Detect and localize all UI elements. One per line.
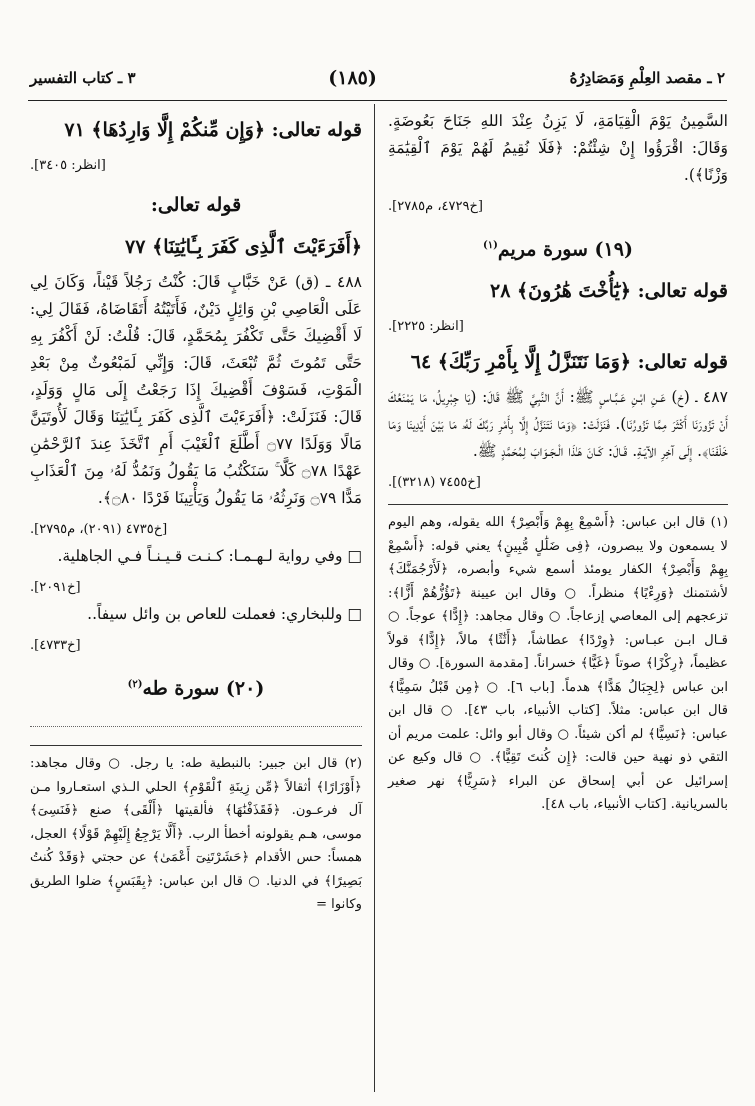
verse-heading-ayah: ﴿أَفَرَءَيْتَ ٱلَّذِى كَفَرَ بِـَٔايَٰتِنَا﴾ ٧٧: [125, 236, 362, 258]
hadith-488: ٤٨٨ ـ (ق) عَنْ خَبَّابٍ قَالَ: كُنْتُ رَجُلاً قَيْناً، وَكَانَ لِي عَلَى الْعَاصِي بْنِ وَائِلٍ دَيْنٌ، فَأَتَيْتُهُ أَتَقَاضَاهُ، فَقَالَ لِي: لَا أَقْضِيكَ حَتَّى تَكْفُرَ بِمُحَمَّدٍ، قَالَ: قُلْتُ: لَنْ أَكْفُرَ بِهِ حَتَّى تَمُوتَ ثُمَّ تُبْعَثَ، قَالَ: وَإِنِّي لَمَبْعُوثٌ مِنْ بَعْدِ الْمَوْتِ، فَسَوْفَ أَقْضِيكَ إِذَا رَجَعْتُ إِلَى مَالٍ وَوَلَدٍ، قَالَ: فَنَزَلَتْ: ﴿أَفَرَءَيْتَ ٱلَّذِى كَفَرَ بِـَٔايَٰتِنَا وَقَالَ لَأُوتَيَنَّ مَالًا وَوَلَدًا ۝٧٧ أَطَّلَعَ ٱلْغَيْبَ أَمِ ٱتَّخَذَ عِندَ ٱلرَّحْمَٰنِ عَهْدًا ۝٧٨ كَلَّا ۚ سَنَكْتُبُ مَا يَقُولُ وَنَمُدُّ لَهُۥ مِنَ ٱلْعَذَابِ مَدًّا ۝٧٩ وَنَرِثُهُۥ مَا يَقُولُ وَيَأْتِينَا فَرْدًا ۝٨٠﴾.: [30, 273, 362, 507]
narration-variant: □ وللبخاري: فعملت للعاص بن وائل سيفاً..: [87, 605, 362, 623]
verse-heading: قوله تعالى: ﴿وَإِن مِّنكُمْ إِلَّا وَارِدُهَا﴾ ٧١: [64, 119, 362, 141]
page-header: [30, 60, 725, 96]
right-column: [388, 108, 728, 817]
verse-heading: قوله تعالى: ﴿وَمَا نَتَنَزَّلُ إِلَّا بِأَمْرِ رَبِّكَ﴾ ٦٤: [410, 351, 728, 374]
hadith-487: ٤٨٧ ـ (خ) عَـنِ ابْـنِ عَـبَّـاسٍ ﷺ: أَنَّ النَّبِيَّ ﷺ قَالَ: (يَا جِبْرِيلُ، مَا يَمْنَعُكَ أَنْ تَزُورَنَا أَكْثَرَ مِمَّا تَزُورُنَا). فَنَزَلَتْ: ﴿وَمَا نَتَنَزَّلُ إِلَّا بِأَمْرِ رَبِّكَ لَهُۥ مَا بَيْنَ أَيْدِينَا وَمَا خَلْفَنَا﴾. إِلَى آخِرِ الآيَـةِ. قَـالَ: كَـانَ هَـٰذَا الْـجَـوَابَ لِمُحَمَّدٍ ﷺ.: [388, 388, 728, 461]
page-number: (١٨٥): [328, 67, 377, 89]
header-section-title: ٢ ـ مقصد العِلْمِ وَمَصَادِرُهُ: [569, 69, 725, 87]
left-column: [30, 108, 362, 917]
footnote-marker: (١): [483, 240, 498, 251]
verse-heading-title: قوله تعالى:: [150, 194, 242, 216]
header-rule: [28, 100, 727, 101]
footnote-1: (١) قال ابن عباس: ﴿أَسْمِعْ بِهِمْ وَأَبْصِرْ﴾ الله يقوله، وهم اليوم لا يسمعون ولا يبصرون، ﴿فِى ضَلَٰلٍ مُّبِينٍ﴾ يعني قوله: ﴿أَسْمِعْ بِهِمْ وَأَبْصِرْ﴾ الكفار يومئذ أسمع شيء وأبصره، ﴿لَأَرْجُمَنَّكَ﴾ لأشتمنك ﴿وَرِءْيًا﴾ منظراً. ○ وقال ابن عيينة ﴿تَؤُزُّهُمْ أَزًّا﴾: تزعجهم إلى المعاصي إزعاجاً. ○ وقال مجاهد: ﴿إِدًّا﴾ عوجاً. ○ قـال ابـن عبـاس: ﴿وِرْدًا﴾ عطاشاً، ﴿أَثَٰثًا﴾ مالاً، ﴿إِدًّا﴾ قولاً عظيماً، ﴿رِكْزًا﴾ صوتاً ﴿غَيًّا﴾ خسراناً. [مقدمة السورة]. ○ وقال ابن عباس ﴿لِجِبَالُ هَدًّا﴾ هدماً. [باب ٦]. ○ ﴿مِن قَبْلُ سَمِيًّا﴾ قال ابن عباس: مثلاً. [كتاب الأنبياء، باب ٤٣]. ○ قال ابن عباس: ﴿نَسِيًّا﴾ لم أكن شيئاً. ○ وقال أبو وائل: علمت مريم أن التقي ذو نهية حين قالت: ﴿إِن كُنتَ تَقِيًّا﴾. ○ قال وكيع عن إسرائيل عن أبي إسحاق عن البراء ﴿سَرِيًّا﴾ نهر صغير بالسريانية. [كتاب الأنبياء، باب ٤٨].: [388, 515, 729, 813]
surah-19-title: (١٩) سورة مريم: [497, 238, 633, 261]
footnote-rule: [388, 504, 728, 505]
hadith-reference: [خ٤٧٢٩، م٢٧٨٥].: [388, 199, 483, 214]
hadith-reference: [خ٤٧٣٥ (٢٠٩١)، م٢٧٩٥].: [30, 522, 168, 537]
hadith-reference: [خ٢٠٩١].: [30, 580, 81, 595]
column-divider: [374, 104, 375, 1092]
header-book-title: ٣ ـ كتاب التفسير: [30, 69, 136, 87]
hadith-reference: [خ٧٤٥٥ (٣٢١٨)].: [388, 475, 481, 491]
surah-20-title: (٢٠) سورة طه: [142, 677, 265, 700]
verse-heading: قوله تعالى: ﴿يَٰٓأُخْتَ هَٰرُونَ﴾ ٢٨: [489, 280, 728, 303]
cross-reference: [انظر: ٣٤٠٥].: [30, 158, 106, 173]
footnote-marker: (٢): [127, 679, 143, 690]
dotted-separator: [30, 726, 362, 727]
footnote-2: (٢) قال ابن جبير: بالنبطية طه: يا رجل. ○ وقال مجاهد: ﴿أَوْزَارًا﴾ أثقالاً ﴿مِّن زِينَةِ ٱلْقَوْمِ﴾ الحلي الـذي استعـاروا مـن آل فرعـون. ﴿فَقَذَفْنَٰهَا﴾ فألقيتها ﴿أَلْقَى﴾ صنع ﴿فَنَسِىَ﴾ موسى، هـم يقولونه أخطأ الرب. ﴿أَلَّا يَرْجِعُ إِلَيْهِمْ قَوْلًا﴾ العجل، همساً: حس الأقدام ﴿حَشَرْتَنِىٓ أَعْمَىٰ﴾ عن حجتي ﴿وَقَدْ كُنتُ بَصِيرًا﴾ في الدنيا. ○ قال ابن عباس: ﴿بِقَبَسٍ﴾ ضلوا الطريق وكانوا =: [30, 756, 362, 913]
cross-reference: [انظر: ٢٢٢٥].: [388, 319, 464, 335]
narration-variant: □ وفي رواية لـهـمـا: كـنـت قـيـنـاً فـي الجاهلية.: [57, 547, 362, 565]
footnote-rule: [30, 745, 362, 746]
surah-heading: [30, 669, 362, 704]
hadith-continuation: السَّمِينُ يَوْمَ الْقِيَامَةِ، لَا يَزِنُ عِنْدَ اللهِ جَنَاحَ بَعُوضَةٍ. وَقَالَ: اقْرَؤُوا إِنْ شِئْتُمْ: ﴿فَلَا نُقِيمُ لَهُمْ يَوْمَ ٱلْقِيَٰمَةِ وَزْنًا﴾).: [388, 112, 728, 184]
surah-heading: [388, 230, 728, 265]
hadith-reference: [خ٤٧٣٣].: [30, 638, 81, 653]
